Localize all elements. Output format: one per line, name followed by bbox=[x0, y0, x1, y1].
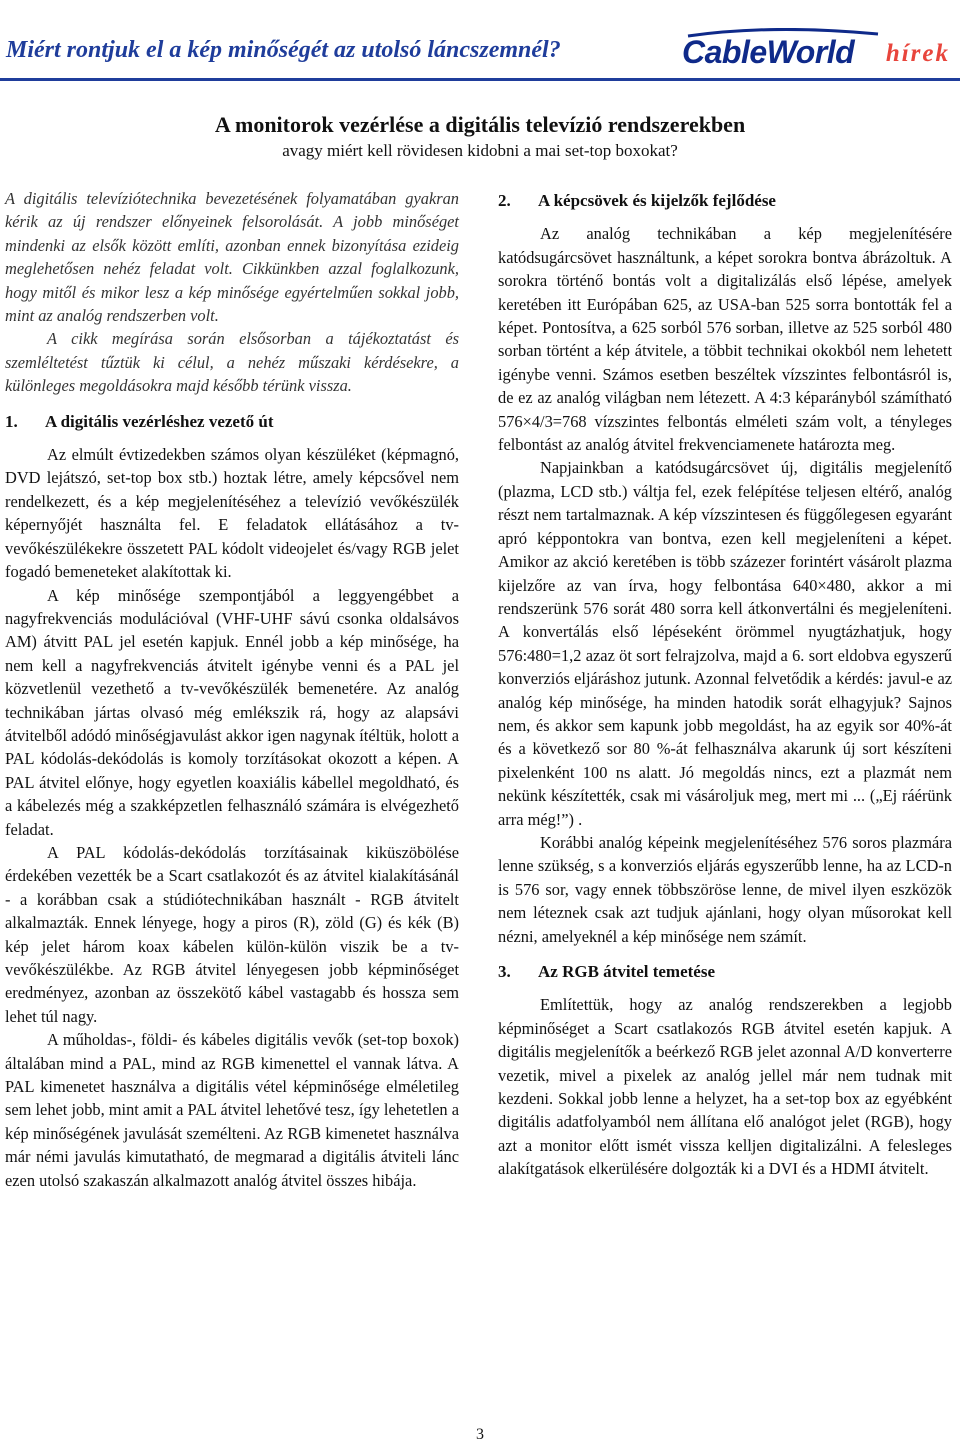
section-title: A képcsövek és kijelzők fejlődése bbox=[538, 191, 776, 210]
logo-suffix: hírek bbox=[885, 40, 950, 67]
body-paragraph: Említettük, hogy az analóg rendszerekben a legjobb képminőséget a Scart csatlakozós RGB átvitel esetén kapjuk. A digitális megjelenítők a beérkező RGB jelet azonnal A/D konverterre vezetik, mivel a pixelek az analóg jellel már nem tudnak mit kezdeni. Sokkal jobb lenne a helyzet, ha a set-top box az egyébként digitális adatfolyamból nem állítana elő analógot jelet (RGB), hogy azt a monitor előtt ismét vissza kelljen digitalizálni. A felesleges alakítgatások elkerülésére dolgozták ki a DVI és a HDMI átvitelt. bbox=[498, 995, 952, 1179]
article-subtitle: avagy miért kell rövidesen kidobni a mai set-top boxokat? bbox=[282, 141, 678, 160]
article-title: A monitorok vezérlése a digitális televízió rendszerekben bbox=[214, 112, 746, 137]
header-title: Miért rontjuk el a kép minőségét az utolsó láncszemnél? bbox=[6, 37, 561, 63]
intro-paragraph: A cikk megírása során elsősorban a tájékoztatást és szemléltetést tűztük ki célul, a nehéz műszaki kérdésekre, a különleges megoldásokra majd később térünk vissza. bbox=[5, 329, 459, 396]
body-paragraph: A műholdas-, földi- és kábeles digitális vevők (set-top boxok) általában mind a PAL, mind az RGB kimenettel el vannak látva. A PAL kimenetet használva a digitális vétel képminősége elméletileg sem lehet jobb, mint amit a PAL átvitel lehetővé tesz, így lehetetlen a kép minőségének javulását személteni. Az RGB kimenetet használva már némi javulás kimutatható, de megmarad a digitális átviteli lánc ezen utolsó szakaszán alkalmazott analóg átvitel összes hibája. bbox=[5, 1030, 459, 1190]
body-paragraph: A PAL kódolás-dekódolás torzításainak kiküszöbölése érdekében vezették be a Scart csatlakozót és az átvitel kialakításánál - a korábban csak a stúdiótechnikában használt - RGB átvitelt alkalmazták. Ennek lényege, hogy a piros (R), zöld (G) és kék (B) kép jelet három koax kábelen külön-külön viszik be a tv-vevőkészülékbe. Az RGB átvitel lényegesen jobb képminőséget eredményez, azonban az összekötő kábel vastagabb és hossza sem lehet túl nagy. bbox=[5, 842, 459, 1026]
header-rule bbox=[0, 78, 960, 81]
section-heading bbox=[498, 189, 952, 212]
section-number: 1. bbox=[5, 411, 18, 431]
page-header bbox=[0, 28, 960, 78]
body-paragraph: Az elmúlt évtizedekben számos olyan készüléket (képmagnó, DVD lejátszó, set-top box stb.) hoztak létre, amely képcsővel nem rendelkezett, és a kép megjelenítéséhez a televízió vevőkészülék képernyőjét használta fel. E feladatok ellátásához a tv-vevőkészülékekre összetett PAL kódolt videojelet és/vagy RGB jelet fogadó bemeneteket alakítottak ki. bbox=[5, 445, 459, 582]
body-paragraph: Napjainkban a katódsugárcsövet új, digitális megjelenítő (plazma, LCD stb.) váltja fel, ezek felépítése teljesen eltérő, analóg részt nem tartalmaznak. A kép vízszintesen és függőlegesen egyaránt apró képpontokra van bontva, ezen kell megjeleníteni a képet. Amikor az akció keretében is több százezer forintért vásárolt plazma kijelzőre az van írva, hogy felbontása 640×480, akkor a mi rendszerünk 576 sorát 480 sorra kell átkonvertálni és megjeleníteni. A konvertálás első lépéseként örömmel nyugtázhatjuk, hogy 576:480=1,2 azaz öt sort felrajzolva, majd a 6. sort eldobva egyszerű konverziós eljáráshoz jutunk. Azonnal felvetődik a kérdés: javul-e az analóg kép minősége, ha minden hatodik sorát elhagyjuk? Sajnos nem, és akkor sem kapunk jobb megoldást, ha az egyik sor 40%-át és a következő sor 80 %-át felhasználva akarunk új sort készíteni pixelenként 100 ns alatt. Jó megoldás nincs, ezt a plazmát nem nekünk készítették, csak mi vásároljuk meg, mert mi ... („Ej ráérünk arra még!”) . bbox=[498, 458, 952, 829]
section-heading bbox=[5, 410, 459, 433]
section-title: Az RGB átvitel temetése bbox=[538, 962, 716, 981]
logo-text: CableWorld bbox=[682, 34, 855, 70]
page-number: 3 bbox=[476, 1426, 484, 1443]
body-paragraph: Az analóg technikában a kép megjelenítésére katódsugárcsövet használtunk, a képet sorokra bontva ábrázoltuk. A sorokra történő bontás volt a digitalizálás első lépése, amelyek keretében itt Európában 625, az USA-ban 525 sorra bontották fel a képet. Pontosítva, a 625 sorból 576 sorban, illetve az 525 sorból 480 sorban történt a kép átvitele, a többit technikai okokból nem lehetett igénybe venni. Számos esetben beszéltek vízszintes felbontásról is, de ez az analóg világban nem létezett. A 4:3 képarányból számítható 576×4/3=768 vízszintes felbontás elméleti szám volt, a tényleges felbontást az analóg átvitel frekvenciamenete határozta meg. bbox=[498, 224, 952, 455]
body-paragraph: A kép minősége szempontjából a leggyengébbet a nagyfrekvenciás modulációval (VHF-UHF sávú csonka oldalsávos AM) átvitt PAL jel esetén kapjuk. Ennél jobb a kép minősége, ha nem kell a nagyfrekvenciás átvitelt igénybe venni és a PAL jel közvetlenül vezethető a tv-vevőkészülék bemenetére. Az analóg technikában jártas olvasó még emlékszik rá, hogy az alapsávi átvitelből adódó minőségjavulást akkor igen nagynak ítéltük, holott a PAL kódolás-dekódolás is komoly torzításokat okozott a képen. A PAL átvitel előnye, hogy egyetlen koaxiális kábellel megoldható, és a kábelezés még a szakképzetlen felhasználó számára is elvégezhető feladat. bbox=[5, 585, 459, 839]
section-title: A digitális vezérléshez vezető út bbox=[45, 411, 274, 431]
left-column bbox=[5, 187, 459, 1192]
section-number: 3. bbox=[498, 962, 511, 981]
intro-paragraph: A digitális televíziótechnika bevezetésének folyamatában gyakran kérik az új rendszer előnyeinek felsorolását. A jobb minőséget mindenki az elsők között említi, azonban ennek bizonyítása ezideig meglehetősen nehéz feladat volt. Cikkünkben azzal foglalkozunk, hogy mitől és mikor lesz a kép minősége egyértelműen sokkal jobb, mint az analóg rendszerben volt. bbox=[5, 189, 459, 326]
body-paragraph: Korábbi analóg képeink megjelenítéséhez 576 soros plazmára lenne szükség, s a konverziós eljárás egyszerűbb lenne, ha az LCD-n is 576 sor, vagy ennek többszöröse lenne, de mivel ilyen eszközök nem léteznek csak azt tudjuk ajánlani, hogy olyan műsorokat kell nézni, amelyeknél a kép minősége nem számít. bbox=[498, 832, 952, 946]
cableworld-logo bbox=[682, 28, 952, 76]
section-heading bbox=[498, 960, 952, 983]
section-number: 2. bbox=[498, 191, 511, 210]
right-column bbox=[498, 187, 952, 1181]
